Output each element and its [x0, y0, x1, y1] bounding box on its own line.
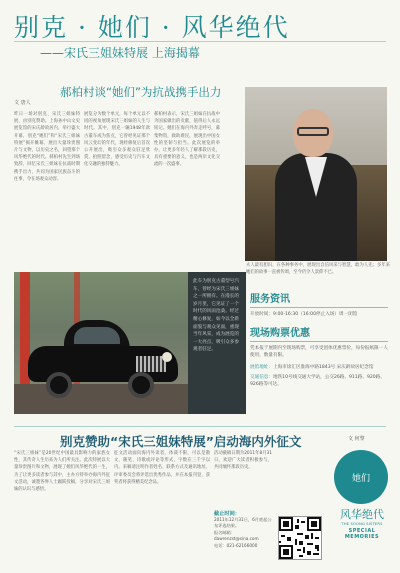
- contact-line-3: 电话：021-62166000: [214, 542, 258, 548]
- address-text: 上海市徐汇区淮海中路1843号 宋庆龄故居纪念馆: [272, 364, 374, 370]
- article1-column-1: 昨日一场对别克、宋氏三姐妹特展，由别克赞助。上海孙中山文史展览馆的宋庆龄故居内，举行盛大开幕，别克“她们”和“宋氏三姐妹特展”揭开帷幕，展出大量珍贵图片与文物，以历史之名，回望那个风华绝代的时代。郝柏村先生到场致辞，回忆宋氏三姐妹在抗战时期携手出力，共同为国家民族奋斗的往事，令在场观众动容。: [14, 112, 80, 182]
- article2-column-3: 活动截稿日期为2011年8月31日，欢迎广大读者积极参与，共同缅怀那段历史。: [214, 451, 272, 471]
- vintage-car-photo: [14, 272, 188, 414]
- logo-english-subtitle: THE SOONG SISTERS: [341, 522, 383, 526]
- qr-code-icon: [278, 516, 322, 560]
- event-badge: [334, 450, 388, 504]
- hours-title: 服务资讯: [250, 294, 290, 305]
- section-divider: [14, 426, 386, 427]
- contact-label: 截止时间：: [214, 511, 240, 517]
- car-caption-panel: [188, 272, 246, 414]
- logo-special-memories: SPECIAL MEMORIES: [344, 528, 380, 540]
- tickets-text: 凭本报于展期内至现场购票，可享受团体优惠票价，每份报纸限一人使用，数量有限。: [250, 346, 388, 359]
- headline-divider: [14, 41, 386, 42]
- exhibition-logo: [334, 506, 390, 540]
- transport-text: 地铁10号线交通大学站，公交26路、911路、920路、926路等可达。: [250, 374, 385, 388]
- address-label: 展馆地址：: [250, 364, 273, 370]
- car-caption-text: 此车为别克古董型号汽车，曾经为宋氏三姐妹之一所拥有。在漫长的岁月里，它见证了一个时代的风雨沧桑。经过精心修复，如今以全新面貌与观众见面，重现当年风采，成为展览的一大亮点，吸引众多参观者驻足。: [193, 279, 239, 353]
- hours-rule: [250, 307, 388, 308]
- article1-tail: 夫人最有胆识，在各种事务中，展现出自信风采与智慧，敢为人先；多年来她们的故事一直被传颂，至今仍令人景仰不已。: [246, 263, 390, 276]
- transport-label: 交通信息：: [250, 374, 273, 380]
- contact-line-2: 报名邮箱：dawrenzst@sina.com: [214, 529, 259, 542]
- hours-text: 开放时间：9:00-16:30（16:00停止入场）周一闭馆: [250, 312, 358, 317]
- contact-line-1: 2011年12月31日，6月底起公布评选结果。: [214, 517, 272, 529]
- tickets-rule: [250, 341, 388, 342]
- page-headline: 别克 · 她们 · 风华绝代: [14, 13, 290, 42]
- contact-block: [214, 510, 274, 549]
- tickets-title: 现场购票优惠: [250, 328, 310, 340]
- article1-byline: 文 唐人: [14, 100, 31, 106]
- info-box: [250, 290, 388, 388]
- article2-byline: 文 何黎: [348, 436, 365, 442]
- portrait-photo: [245, 87, 387, 261]
- article2-column-2: 征文活动面向海内外读者，体裁不限，可以是散文、随笔、诗歌或评论等形式，字数在三千字以内。来稿请注明作者姓名、联系方式及通讯地址，评审委员会将评选出优秀作品，并在本报刊登，获奖者将获得精美纪念品。: [114, 451, 210, 485]
- article1-column-2: 展览分为数个单元，每个单元以不同的视角展现宋氏三姐妹的人生与时代。其中，别克一辆1948年款古董车成为焦点，它曾经见证那个风云变幻的年代，现经修复后首次公开展出，吸引众多观众驻足欣赏，拍照留念，感受历史与汽车文化交融的独特魅力。: [84, 112, 150, 168]
- logo-chinese-title: 风华绝代: [340, 508, 384, 521]
- badge-text: 她们: [351, 473, 370, 484]
- article2-title: 别克赞助“宋氏三姐妹特展”启动海内外征文: [60, 434, 302, 449]
- page-subhead: ——宋氏三姐妹特展 上海揭幕: [40, 46, 200, 60]
- article1-column-3: 郝柏村表示，宋氏三姐妹在抗战中为国家做出的贡献，值得后人永远铭记。她们在海内外奔走呼号，募集物资，救助难民，展现出中国女性的坚韧与担当。此次展览的举办，让更多年轻人了解那段历史，具有重要的意义，也是两岸文化交流的一次盛事。: [154, 112, 220, 168]
- article1-title: 郝柏村谈“她们”为抗战携手出力: [60, 85, 222, 99]
- article2-column-1: “宋氏三姐妹”是20世纪中国最具影响力的家族女性，其传奇人生历来为人们所关注。此次特展以大量珍贵图片和文物，展现了她们风华绝代的一生，为了让更多读者参与其中，主办方特举办海内外征文活动，诚邀各界人士踊跃投稿，分享对宋氏三姐妹的认识与感悟。: [14, 451, 110, 493]
